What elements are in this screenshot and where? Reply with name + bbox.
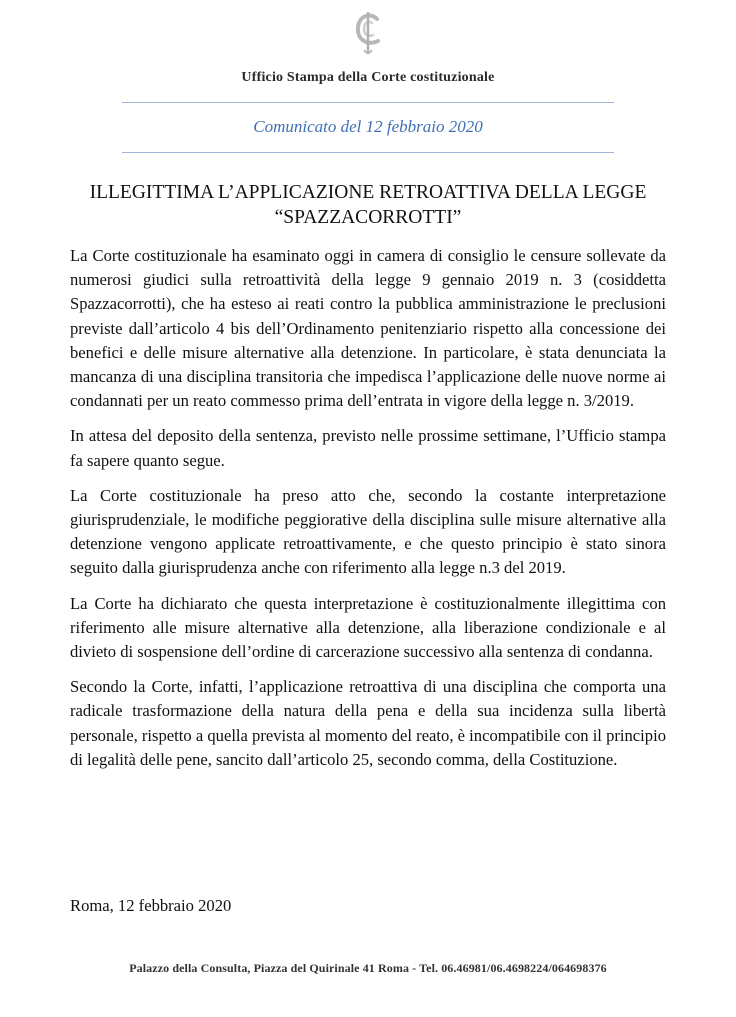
paragraph-4: La Corte ha dichiarato che questa interpretazione è costituzionalmente illegittima con riferimento alle misure alternative alla detenzione, alla liberazione condizionale e al divieto di sospensione dell’ordine di carcerazione successivo alla sentenza di condanna. (70, 593, 666, 662)
title-line-1: ILLEGITTIMA L’APPLICAZIONE RETROATTIVA DELLA LEGGE (89, 182, 647, 203)
title-line-2: “SPAZZACORROTTI” (274, 207, 462, 228)
paragraph-1: La Corte costituzionale ha esaminato oggi in camera di consiglio le censure sollevate da numerosi giudici sulla retroattività della legge 9 gennaio 2019 n. 3 (cosiddetta Spazzacorrotti), che ha esteso ai reati contro la pubblica amministrazione le preclusioni previste dall’articolo 4 bis dell’Ordinamento penitenziario rispetto alla concessione dei benefici e delle misure alternative alla detenzione. In particolare, è stata denunciata la mancanza di una disciplina transitoria che impedisca l’applicazione delle nuove norme ai condannati per un reato commesso prima dell’entrata in vigore della legge n. 3/2019. (70, 246, 666, 411)
corte-costituzionale-logo-icon (350, 10, 386, 56)
office-name: Ufficio Stampa della Corte costituzionale (241, 70, 495, 85)
press-release-date: Comunicato del 12 febbraio 2020 (253, 117, 483, 136)
place-date-signoff: Roma, 12 febbraio 2020 (70, 896, 232, 915)
press-release-body (70, 244, 666, 783)
page-title (60, 180, 676, 230)
header-divider-bottom (122, 152, 614, 153)
footer-address: Palazzo della Consulta, Piazza del Quirinale 41 Roma - Tel. 06.46981/06.4698224/064698376 (129, 961, 607, 975)
paragraph-2: In attesa del deposito della sentenza, previsto nelle prossime settimane, l’Ufficio stampa fa sapere quanto segue. (70, 426, 666, 470)
header-divider-top (122, 102, 614, 103)
paragraph-5: Secondo la Corte, infatti, l’applicazione retroattiva di una disciplina che comporta una radicale trasformazione della natura della pena e della sua incidenza sulla libertà personale, rispetto a quella prevista al momento del reato, è incompatibile con il principio di legalità delle pene, sancito dall’articolo 25, secondo comma, della Costituzione. (70, 677, 666, 769)
paragraph-3: La Corte costituzionale ha preso atto che, secondo la costante interpretazione giurisprudenziale, le modifiche peggiorative della disciplina sulle misure alternative alla detenzione vengono applicate retroattivamente, e che questo principio è stato sinora seguito dalla giurisprudenza anche con riferimento alla legge n.3 del 2019. (70, 485, 666, 578)
